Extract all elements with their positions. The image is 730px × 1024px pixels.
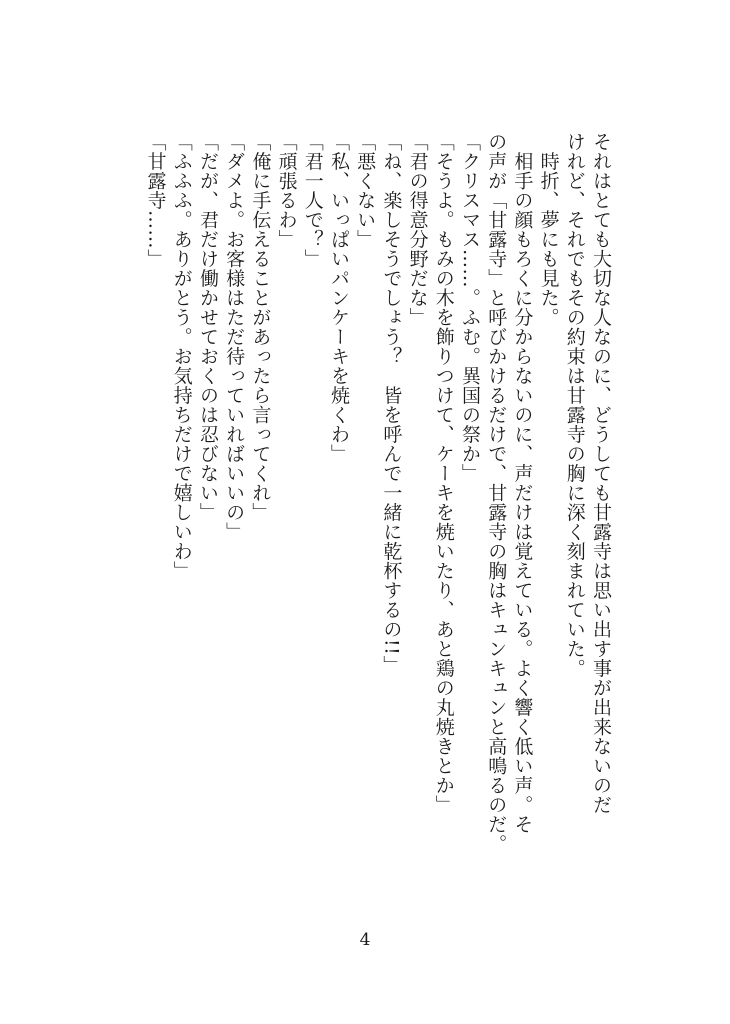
dialogue-line: 「クリスマス……。ふむ。異国の祭か」 [458, 132, 481, 483]
dialogue-line: 「そうよ。もみの木を飾りつけて、ケーキを焼いたり、あと鶏の丸焼きとか」 [432, 132, 455, 815]
dialogue-line: 「君一人で？」 [301, 132, 324, 269]
page-number: 4 [359, 930, 371, 950]
vertical-text-block [142, 132, 614, 902]
dialogue-line: 「甘露寺……」 [144, 132, 167, 269]
dialogue-line: 「君の得意分野だな」 [406, 132, 429, 327]
dialogue-line: 「俺に手伝えることがあったら言ってくれ」 [249, 132, 272, 522]
dialogue-line: 「ね、楽しそうでしょう？ 皆を呼んで一緒に乾杯するの!!」 [380, 132, 403, 675]
text-line: それはとても大切な人なのに、どうしても甘露寺は思い出す事が出来ないのだ [590, 132, 612, 815]
text-line: けれど、それでもその約束は甘露寺の胸に深く刻まれていた。 [563, 132, 586, 678]
dialogue-line: 「悪くない」 [354, 132, 377, 249]
dialogue-line: 「私、いっぱいパンケーキを焼くわ」 [327, 132, 350, 464]
dialogue-line: 「頑張るわ」 [275, 132, 298, 249]
text-line: 相手の顔もろくに分からないのに、声だけは覚えている。よく響く低い声。そ [511, 132, 534, 834]
text-line: 時折、夢にも見た。 [537, 132, 560, 327]
dialogue-line: 「だが、君だけ働かせておくのは忍びない」 [196, 132, 219, 522]
dialogue-line: 「ダメよ。お客様はただ待っていればいいの」 [223, 132, 246, 542]
text-line: の声が「甘露寺」と呼びかけるだけで、甘露寺の胸はキュンキュンと高鳴るのだ。 [485, 132, 508, 854]
dialogue-line: 「ふふふ。ありがとう。お気持ちだけで嬉しいわ」 [170, 132, 193, 581]
